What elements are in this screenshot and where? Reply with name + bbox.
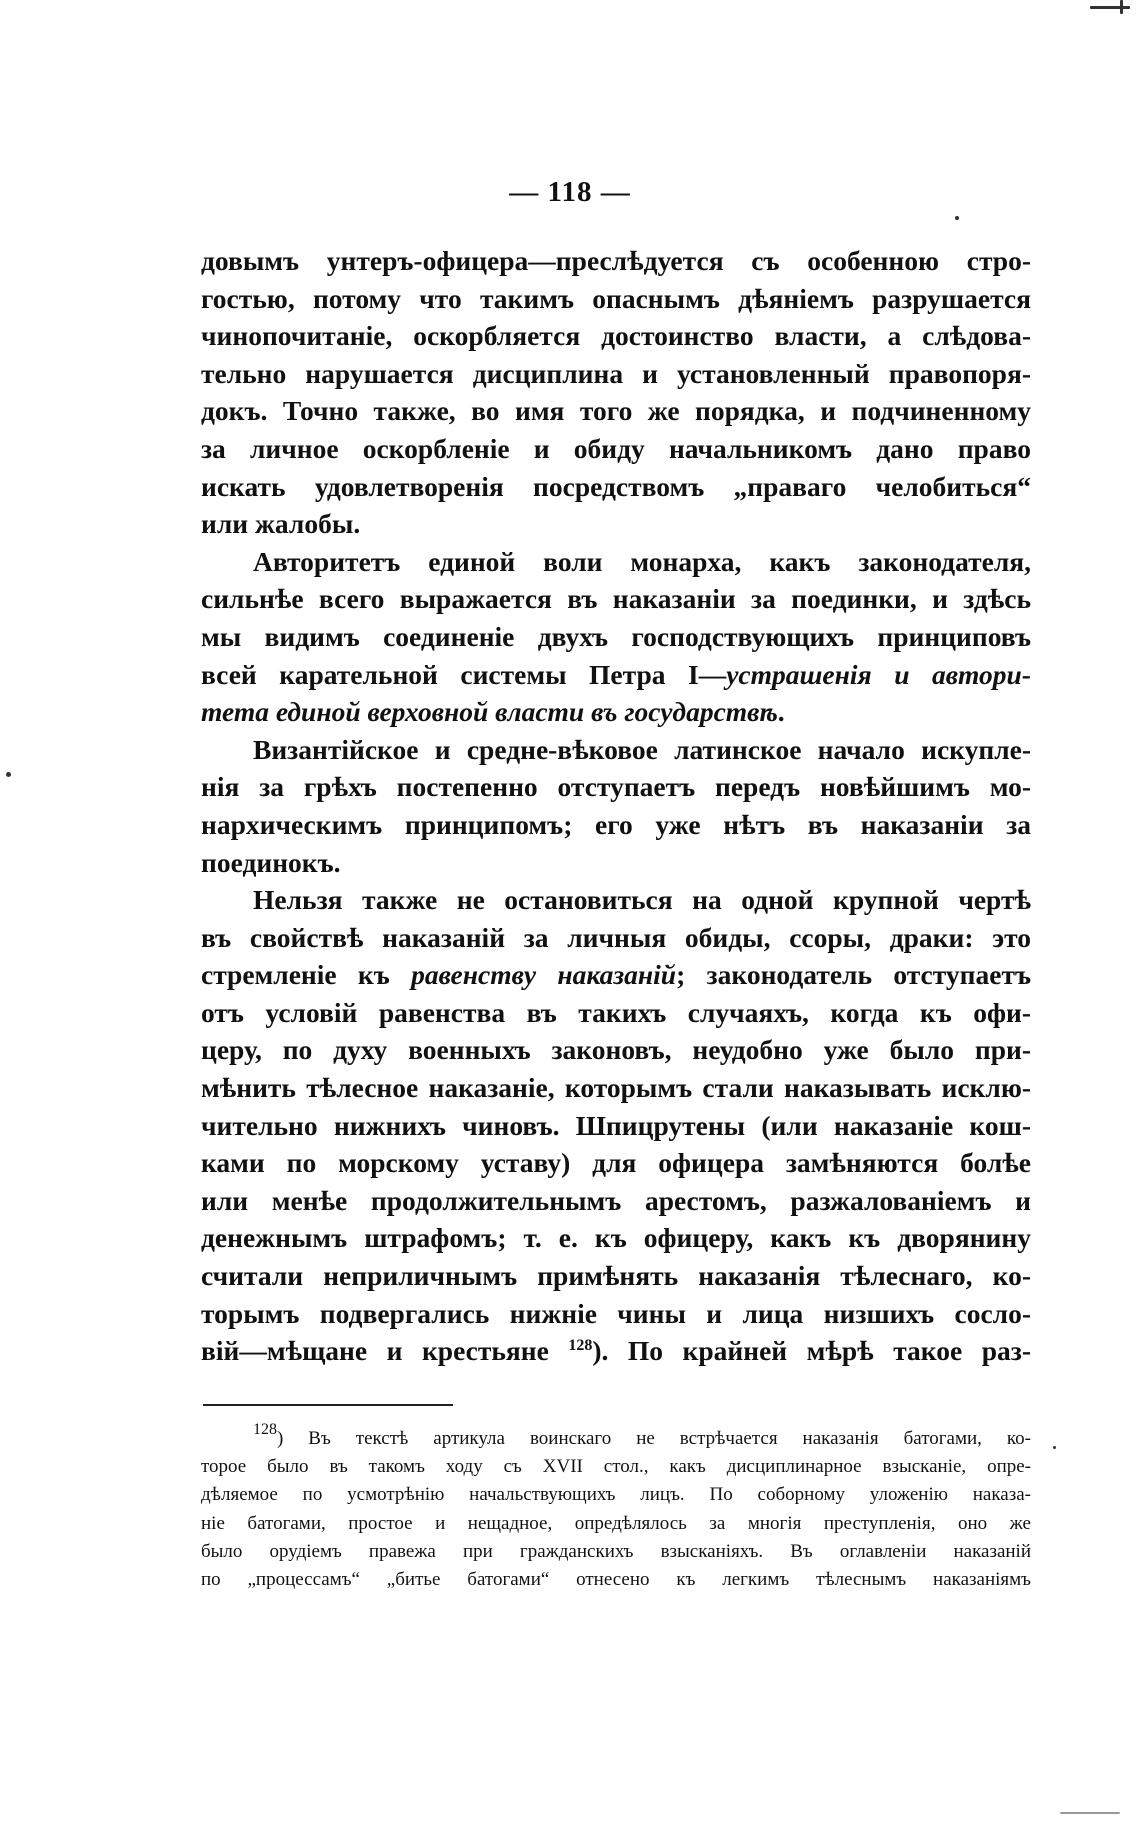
text-line: тельно нарушается дисциплина и установленный правопоря-	[201, 357, 1031, 389]
text-line: денежнымъ штрафомъ; т. е. къ офицеру, какъ къ дворянину	[201, 1222, 1031, 1254]
text-line	[201, 656, 1031, 694]
text-line: сильнѣе всего выражается въ наказаніи за поединки, и здѣсь	[201, 583, 1031, 615]
text-line: мѣнить тѣлесное наказаніе, которымъ стали наказывать исклю-	[201, 1072, 1031, 1104]
text-line: ками по морскому уставу) для офицера замѣняются болѣе	[201, 1147, 1031, 1179]
footnote-line: было орудіемъ правежа при гражданскихъ взысканіяхъ. Въ оглавленіи наказаній	[201, 1540, 1031, 1562]
text-line: довымъ унтеръ-офицера—преслѣдуется съ особенною стро-	[201, 245, 1031, 276]
text-fragment: всей карательной системы Петра I—	[201, 658, 727, 690]
text-line: Авторитетъ единой воли монарха, какъ законодателя,	[253, 545, 1031, 577]
text-fragment: ). По крайней мѣрѣ такое раз-	[592, 1335, 1031, 1367]
text-line: мы видимъ соединеніе двухъ господствующихъ принциповъ	[201, 620, 1031, 652]
scan-speck	[6, 772, 11, 777]
text-line: за личное оскорбленіе и обиду начальникомъ дано право	[201, 432, 1031, 464]
text-fragment: вій—мѣщане и крестьяне	[201, 1335, 569, 1367]
italic-emphasis: равенству наказаній	[411, 959, 677, 991]
page-number: — 118 —	[509, 176, 631, 208]
footnote-reference: 128	[568, 1337, 593, 1355]
scan-speck	[1090, 6, 1130, 9]
text-line: поединокъ.	[201, 846, 341, 878]
scan-speck	[1053, 1446, 1056, 1449]
footnote-line: ніе батогами, простое и нещадное, опредѣлялось за многія преступленія, оно же	[201, 1512, 1031, 1534]
scan-speck	[955, 216, 959, 220]
footnote-line: торое было въ такомъ ходу съ XVII стол., какъ дисциплинарное взысканіе, опре-	[201, 1456, 1031, 1478]
text-line: нархическимъ принципомъ; его уже нѣтъ въ наказаніи за	[201, 808, 1031, 840]
text-line: гостью, потому что такимъ опаснымъ дѣяніемъ разрушается	[201, 282, 1031, 314]
text-line	[201, 1332, 1031, 1370]
text-fragment: стремленіе къ	[201, 959, 412, 991]
text-line: или менѣе продолжительнымъ арестомъ, разжалованіемъ и	[201, 1184, 1031, 1216]
text-line: искать удовлетворенія посредствомъ „праваго челобиться“	[201, 470, 1031, 502]
italic-emphasis: устрашенія и автори-	[726, 658, 1031, 690]
text-line: отъ условій равенства въ такихъ случаяхъ, когда къ офи-	[201, 996, 1031, 1028]
text-line: чительно нижнихъ чиновъ. Шпицрутены (или наказаніе кош-	[201, 1109, 1031, 1141]
main-text	[201, 242, 1031, 1370]
text-line: или жалобы.	[201, 508, 361, 540]
text-line	[201, 693, 1031, 731]
footnote-marker: 128	[253, 1421, 277, 1438]
text-line: въ свойствѣ наказаній за личныя обиды, ссоры, драки: это	[201, 921, 1031, 953]
text-fragment: .	[777, 696, 785, 728]
footnote-line: дѣляемое по усмотрѣнію начальствующихъ лицъ. По соборному уложенію наказа-	[201, 1484, 1031, 1506]
text-line: чинопочитаніе, оскорбляется достоинство власти, а слѣдова-	[201, 320, 1031, 352]
text-line: церу, по духу военныхъ законовъ, неудобно уже было при-	[201, 1034, 1031, 1066]
text-line: считали неприличнымъ примѣнять наказанія тѣлеснаго, ко-	[201, 1260, 1031, 1292]
scan-speck	[1060, 1812, 1120, 1814]
text-line: докъ. Точно также, во имя того же порядка, и подчиненному	[201, 395, 1031, 427]
footnote-line	[201, 1421, 1031, 1453]
italic-emphasis: тета единой верховной власти въ государствѣ	[201, 696, 778, 728]
text-line	[201, 956, 1031, 994]
text-line: нія за грѣхъ постепенно отступаетъ передъ новѣйшимъ мо-	[201, 771, 1031, 803]
text-fragment: ) Въ текстѣ артикула воинскаго не встрѣчается наказанія батогами, ко-	[277, 1428, 1031, 1449]
text-line: торымъ подвергались нижніе чины и лица низшихъ сосло-	[201, 1297, 1031, 1329]
scan-speck	[1120, 0, 1123, 14]
text-line: Византійское и средне-вѣковое латинское начало искупле-	[253, 733, 1031, 765]
footnote-separator	[203, 1404, 453, 1406]
footnote-line: по „процессамъ“ „битье батогами“ отнесено къ легкимъ тѣлеснымъ наказаніямъ	[201, 1568, 1031, 1590]
footnote	[201, 1421, 1031, 1594]
text-line: Нельзя также не остановиться на одной крупной чертѣ	[253, 884, 1031, 916]
text-fragment: ; законодатель отступаетъ	[676, 959, 1031, 991]
